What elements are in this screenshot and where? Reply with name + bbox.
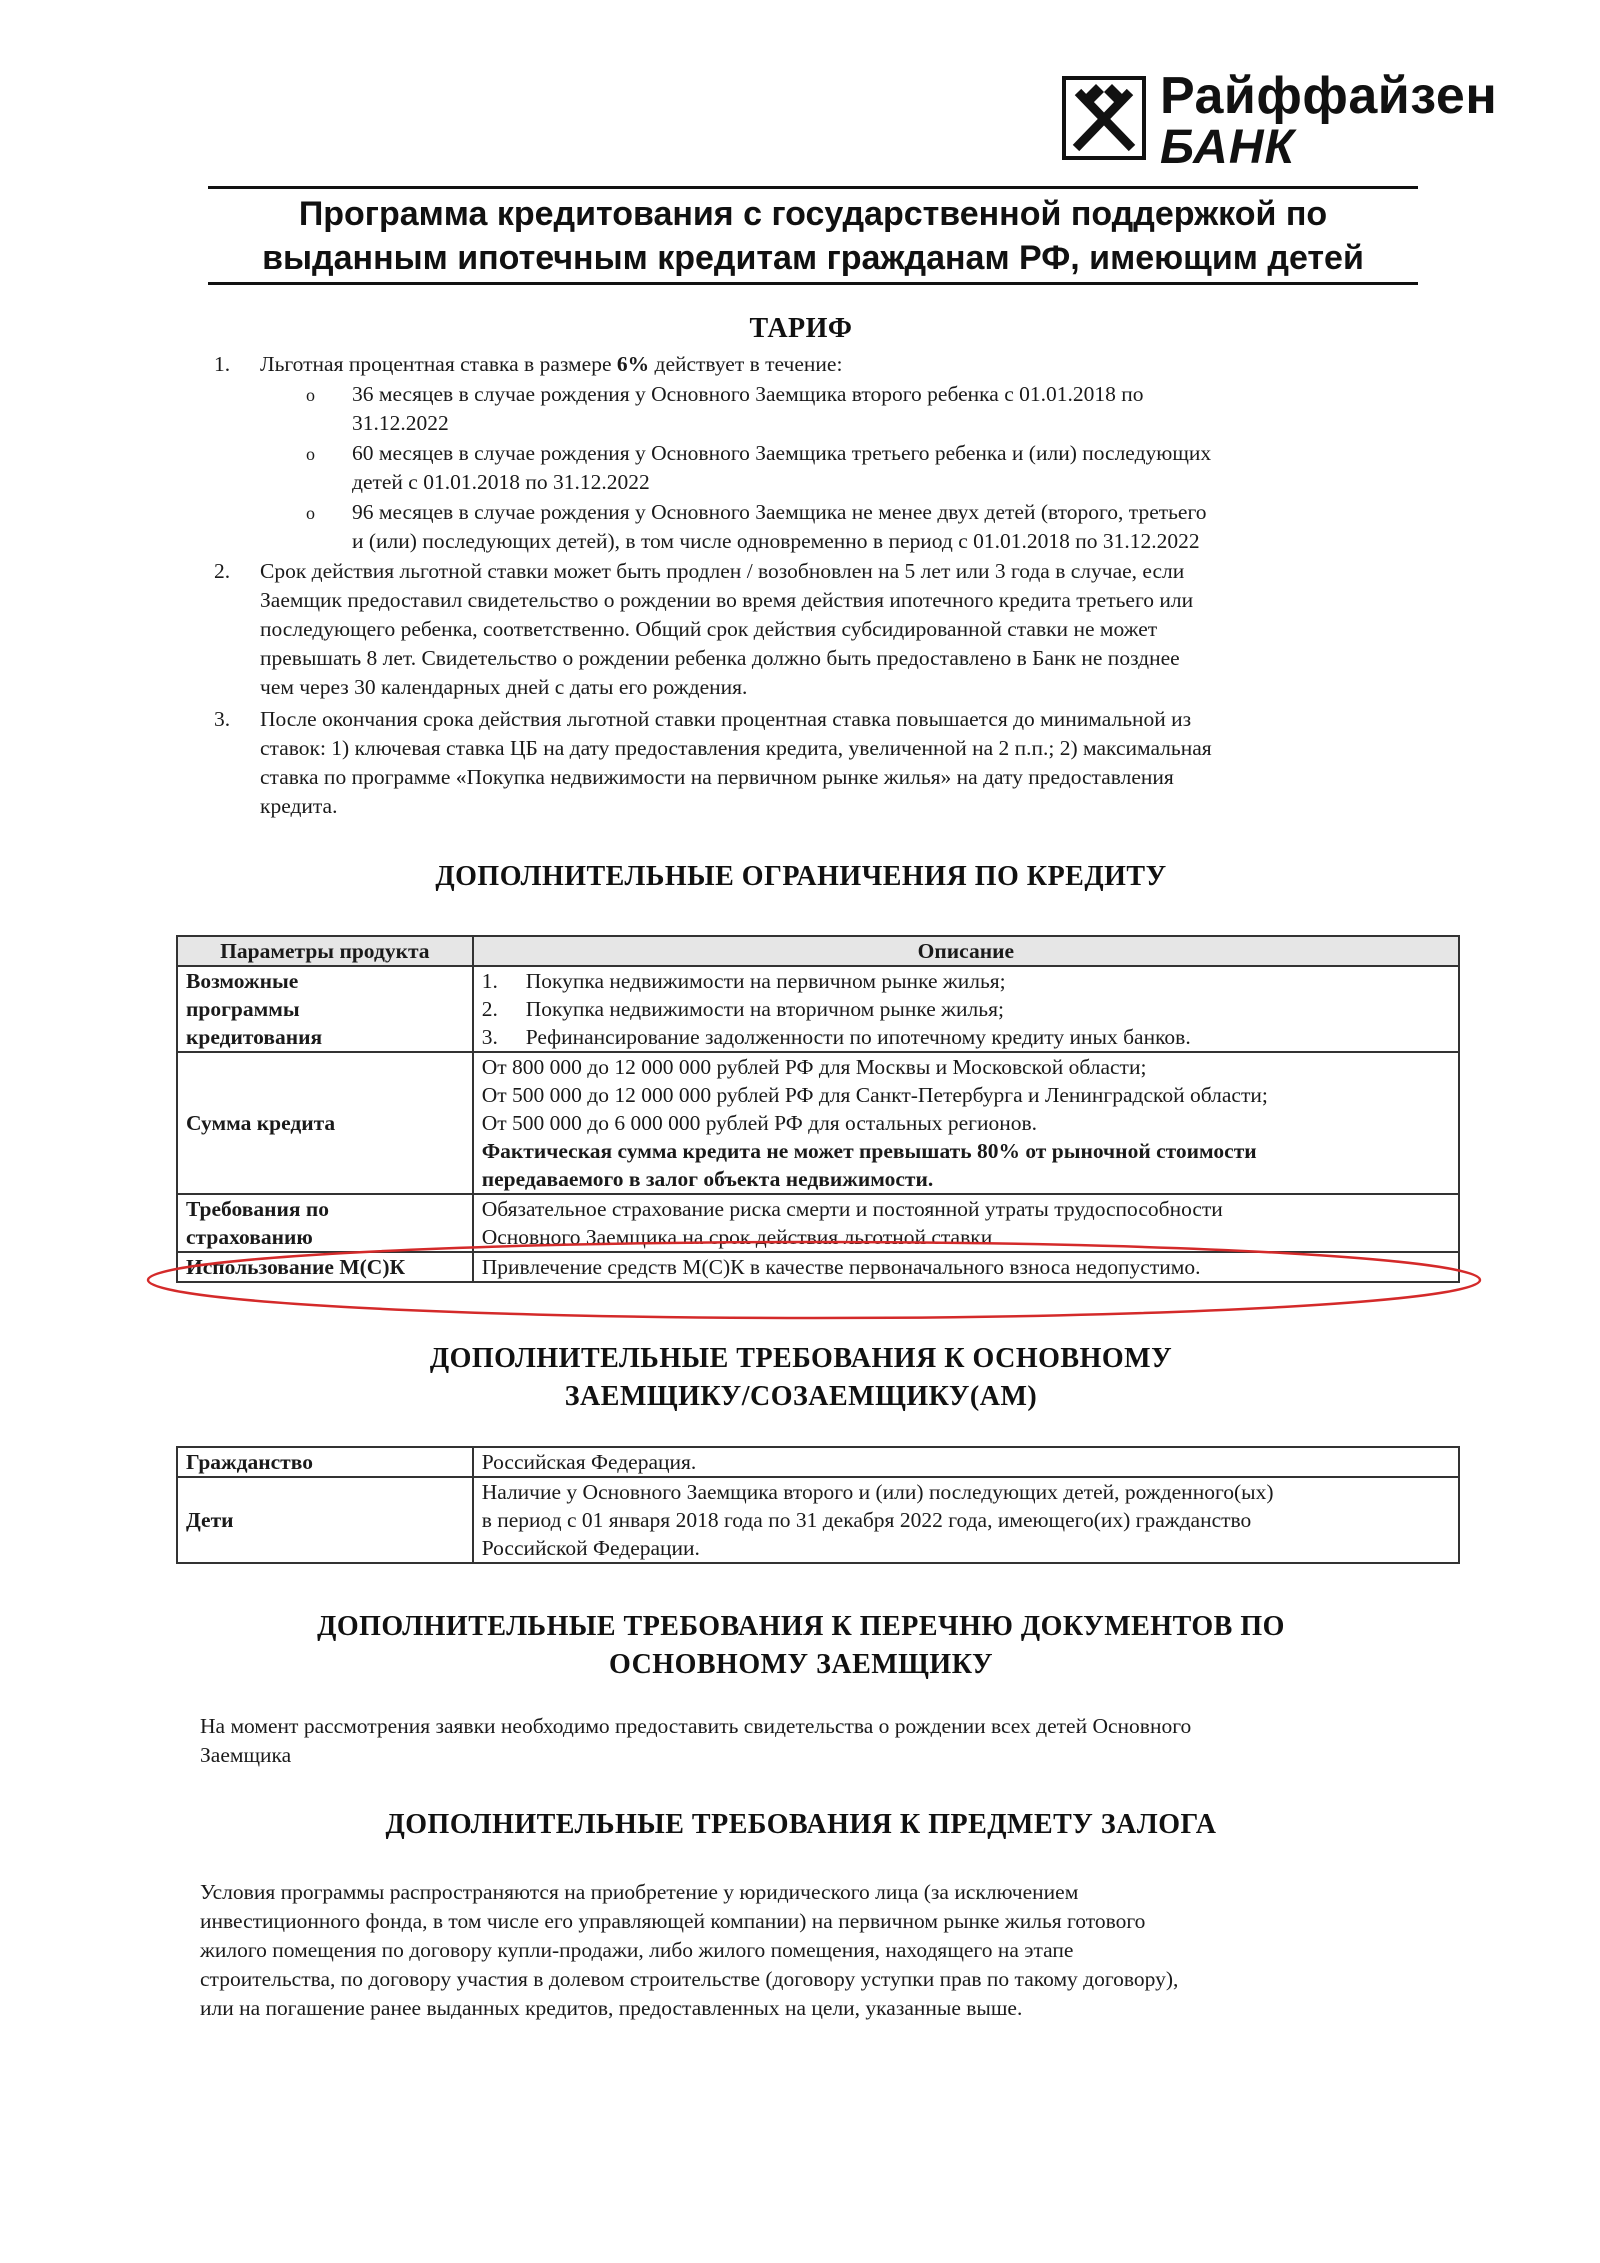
row-label: Гражданство — [177, 1447, 473, 1477]
text-line: От 500 000 до 6 000 000 рублей РФ для остальных регионов. — [481, 1111, 1038, 1135]
row-description: Российская Федерация. — [473, 1447, 1459, 1477]
text-line: Обязательное страхование риска смерти и постоянной утраты трудоспособности — [481, 1197, 1223, 1221]
text-line: кредита. — [260, 794, 338, 818]
row-description: Привлечение средств М(С)К в качестве первоначального взноса недопустимо. — [473, 1252, 1459, 1282]
borrower-heading — [176, 1340, 1426, 1416]
heading-line: ДОПОЛНИТЕЛЬНЫЕ ТРЕБОВАНИЯ К ПЕРЕЧНЮ ДОКУМЕНТОВ ПО — [317, 1611, 1285, 1642]
page-title — [208, 192, 1418, 280]
column-header: Описание — [473, 936, 1459, 966]
top-rule — [208, 186, 1418, 189]
table-row — [177, 1052, 1459, 1194]
tariff-bullet-2 — [352, 439, 1386, 497]
text-line: в период с 01 января 2018 года по 31 декабря 2022 года, имеющего(их) гражданство — [481, 1508, 1252, 1532]
tariff-item-2 — [260, 557, 1386, 702]
list-item — [482, 995, 1450, 1023]
label-line: страхованию — [186, 1225, 313, 1249]
bullet-line: 96 месяцев в случае рождения у Основного Заемщика не менее двух детей (второго, третьего — [352, 500, 1207, 524]
text-line: жилого помещения по договору купли-продажи, либо жилого помещения, находящего на этапе — [200, 1938, 1074, 1962]
text-line: Фактическая сумма кредита не может превышать 80% от рыночной стоимости — [481, 1139, 1257, 1163]
text-line: Заемщик предоставил свидетельство о рождении во время действия ипотечного кредита третьего или — [260, 588, 1194, 612]
collateral-heading: ДОПОЛНИТЕЛЬНЫЕ ТРЕБОВАНИЯ К ПРЕДМЕТУ ЗАЛОГА — [385, 1809, 1217, 1840]
list-text: Покупка недвижимости на вторичном рынке жилья; — [525, 997, 1004, 1021]
column-header: Параметры продукта — [177, 936, 473, 966]
title-line2: выданным ипотечным кредитам гражданам РФ, имеющим детей — [262, 239, 1364, 277]
label-line: программы — [186, 997, 300, 1021]
heading-line: ДОПОЛНИТЕЛЬНЫЕ ТРЕБОВАНИЯ К ОСНОВНОМУ — [429, 1343, 1173, 1374]
table-header-row — [177, 936, 1459, 966]
row-description — [473, 1052, 1459, 1194]
row-label — [177, 966, 473, 1052]
text-line: передаваемого в залог объекта недвижимости. — [481, 1167, 934, 1191]
text-line: или на погашение ранее выданных кредитов, предоставленных на цели, указанные выше. — [200, 1996, 1023, 2020]
borrower-table — [176, 1446, 1460, 1564]
text-line: На момент рассмотрения заявки необходимо предоставить свидетельства о рождении всех детей Основного — [200, 1714, 1192, 1738]
rate-value: 6% — [616, 352, 650, 376]
tariff-item-1 — [260, 350, 1386, 379]
bullet-icon: o — [306, 503, 315, 523]
row-label: Дети — [177, 1477, 473, 1563]
table-row — [177, 1477, 1459, 1563]
label-line: Возможные — [186, 969, 299, 993]
logo-line1: Райффайзен — [1160, 67, 1498, 125]
raiffeisen-cross-icon — [1062, 76, 1146, 160]
text-line: превышать 8 лет. Свидетельство о рождении ребенка должно быть предоставлено в Банк не позднее — [260, 646, 1180, 670]
text-line: ставок: 1) ключевая ставка ЦБ на дату предоставления кредита, увеличенной на 2 п.п.; 2) максимальная — [260, 736, 1212, 760]
bullet-icon: o — [306, 444, 315, 464]
text-line: Основного Заемщика на срок действия льготной ставки — [481, 1225, 993, 1249]
row-description — [473, 1477, 1459, 1563]
label-line: Требования по — [186, 1197, 329, 1221]
text-line: инвестиционного фонда, в том числе его управляющей компании) на первичном рынке жилья готового — [200, 1909, 1146, 1933]
table-row — [177, 1447, 1459, 1477]
red-highlight-ellipse — [144, 1238, 1484, 1322]
tariff-heading: ТАРИФ — [749, 313, 853, 344]
row-label: Использование М(С)К — [177, 1252, 473, 1282]
logo-line2: БАНК — [1160, 121, 1295, 174]
list-text: Покупка недвижимости на первичном рынке жилья; — [525, 969, 1006, 993]
bullet-line: 60 месяцев в случае рождения у Основного Заемщика третьего ребенка и (или) последующих — [352, 441, 1212, 465]
row-description — [473, 966, 1459, 1052]
heading-line: ЗАЕМЩИКУ/СОЗАЕМЩИКУ(АМ) — [564, 1381, 1038, 1412]
text-line: строительства, по договору участия в долевом строительстве (договору уступки прав по такому договору), — [200, 1967, 1179, 1991]
text-line: Срок действия льготной ставки может быть продлен / возобновлен на 5 лет или 3 года в случае, если — [260, 559, 1185, 583]
tariff-item-3 — [260, 705, 1386, 821]
bullet-line: 31.12.2022 — [352, 411, 449, 435]
title-line1: Программа кредитования с государственной поддержкой по — [298, 195, 1328, 233]
list-number: 1. — [481, 969, 498, 993]
text-line: Российской Федерации. — [481, 1536, 700, 1560]
text-line: последующего ребенка, соответственно. Общий срок действия субсидированной ставки не может — [260, 617, 1158, 641]
text-line: После окончания срока действия льготной ставки процентная ставка повышается до минимальной из — [260, 707, 1192, 731]
bottom-rule — [208, 282, 1418, 285]
restrictions-heading: ДОПОЛНИТЕЛЬНЫЕ ОГРАНИЧЕНИЯ ПО КРЕДИТУ — [435, 861, 1167, 892]
tariff-bullet-3 — [352, 498, 1386, 556]
list-number: 3. — [481, 1025, 498, 1049]
text-line: Условия программы распространяются на приобретение у юридического лица (за исключением — [200, 1880, 1079, 1904]
bullet-icon: o — [306, 385, 315, 405]
label-line: кредитования — [186, 1025, 323, 1049]
bullet-line: и (или) последующих детей), в том числе одновременно в период с 01.01.2018 по 31.12.2022 — [352, 529, 1200, 553]
item-number: 1. — [214, 352, 231, 376]
heading-line: ОСНОВНОМУ ЗАЕМЩИКУ — [608, 1649, 994, 1680]
text-line: От 500 000 до 12 000 000 рублей РФ для Санкт-Петербурга и Ленинградской области; — [481, 1083, 1268, 1107]
collateral-paragraph — [200, 1878, 1390, 2023]
row-label: Сумма кредита — [177, 1052, 473, 1194]
table-row — [177, 966, 1459, 1052]
list-number: 2. — [481, 997, 498, 1021]
text-line: От 800 000 до 12 000 000 рублей РФ для Москвы и Московской области; — [481, 1055, 1147, 1079]
text-line: Наличие у Основного Заемщика второго и (или) последующих детей, рожденного(ых) — [481, 1480, 1274, 1504]
tariff-bullet-1 — [352, 380, 1386, 438]
bullet-line: 36 месяцев в случае рождения у Основного Заемщика второго ребенка с 01.01.2018 по — [352, 382, 1144, 406]
rate-text-before: Льготная процентная ставка в размере — [260, 352, 617, 376]
text-line: ставка по программе «Покупка недвижимости на первичном рынке жилья» на дату предоставления — [260, 765, 1174, 789]
list-text: Рефинансирование задолженности по ипотечному кредиту иных банков. — [525, 1025, 1191, 1049]
item-number: 2. — [214, 559, 231, 583]
documents-paragraph — [200, 1712, 1400, 1770]
list-item — [482, 967, 1450, 995]
documents-heading — [176, 1608, 1426, 1684]
rate-text-after: действует в течение: — [649, 352, 843, 376]
bullet-line: детей с 01.01.2018 по 31.12.2022 — [352, 470, 650, 494]
text-line: Заемщика — [200, 1743, 292, 1767]
item-number: 3. — [214, 707, 231, 731]
logo-wordmark — [1160, 67, 1498, 174]
list-item — [482, 1023, 1450, 1051]
restrictions-table — [176, 935, 1460, 1283]
text-line: чем через 30 календарных дней с даты его рождения. — [260, 675, 748, 699]
bank-logo — [1062, 67, 1522, 176]
